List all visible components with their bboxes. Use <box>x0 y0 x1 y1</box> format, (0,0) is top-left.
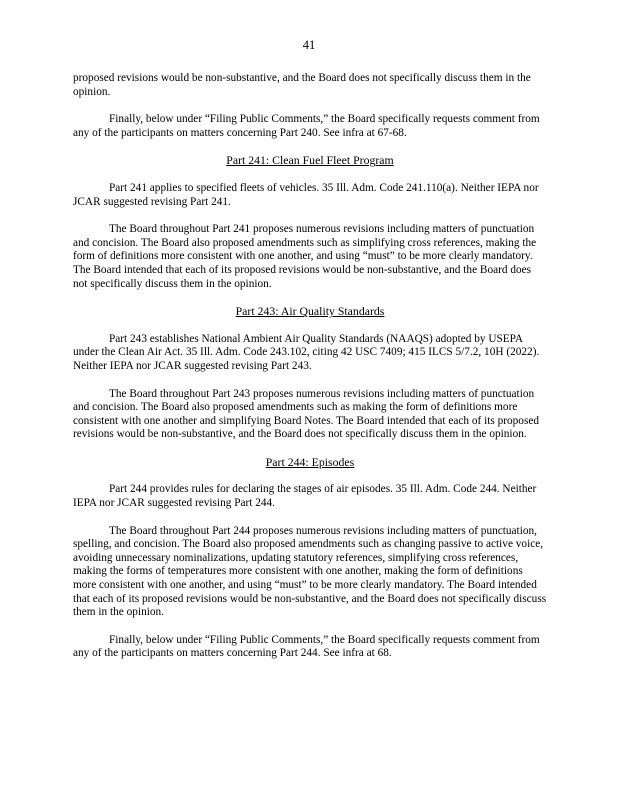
paragraph-part-241-revisions: The Board throughout Part 241 proposes numerous revisions including matters of punctuation and concision. The Board also proposed amendments such as simplifying cross references, making the form of definitions more consistent with one another, and using “must” to be more clearly mandatory. The Board intended that each of its proposed revisions would be non-substantive, and the Board does not specifically discuss them in the opinion. <box>73 223 537 290</box>
paragraph-part-244-comments: Finally, below under “Filing Public Comments,” the Board specifically requests comment from any of the participants on matters concerning Part 244. See infra at 68. <box>73 633 540 660</box>
paragraph-continuation: proposed revisions would be non-substantive, and the Board does not specifically discuss them in the opinion. <box>73 72 531 98</box>
section-heading-part-243 <box>73 305 547 319</box>
section-heading-part-243-text: Part 243: Air Quality Standards <box>235 304 385 319</box>
page-body <box>73 72 547 675</box>
section-heading-part-244 <box>73 456 547 470</box>
page-number: 41 <box>302 38 316 52</box>
paragraph-part-244-scope: Part 244 provides rules for declaring the stages of air episodes. 35 Ill. Adm. Code 244. Neither IEPA nor JCAR suggested revising Part 244. <box>73 483 537 510</box>
paragraph-part-240-comments: Finally, below under “Filing Public Comments,” the Board specifically requests comment from any of the participants on matters concerning Part 240. See infra at 67-68. <box>73 113 540 139</box>
section-heading-part-241-text: Part 241: Clean Fuel Fleet Program <box>226 153 394 168</box>
paragraph-part-243-revisions: The Board throughout Part 243 proposes numerous revisions including matters of punctuation and concision. The Board also proposed amendments such as making the form of definitions more consistent with one another and simplifying Board Notes. The Board intended that each of its proposed revisions would be non-substantive, and the Board does not specifically discuss them in the opinion. <box>73 387 540 441</box>
paragraph-part-243-scope: Part 243 establishes National Ambient Air Quality Standards (NAAQS) adopted by USEPA under the Clean Air Act. 35 Ill. Adm. Code 243.102, citing 42 USC 7409; 415 ILCS 5/7.2, 10H (2022). Neither IEPA nor JCAR suggested revising Part 243. <box>73 332 540 372</box>
paragraph-part-241-scope: Part 241 applies to specified fleets of vehicles. 35 Ill. Adm. Code 241.110(a). Neither IEPA nor JCAR suggested revising Part 241. <box>73 181 539 208</box>
section-heading-part-244-text: Part 244: Episodes <box>265 454 355 469</box>
paragraph-part-244-revisions: The Board throughout Part 244 proposes numerous revisions including matters of punctuation, spelling, and concision. The Board also proposed amendments such as changing passive to active voice, avoiding unnecessary nominalizations, updating statutory references, simplifying cross references, making the forms of temperatures more consistent with one another, making the form of definitions more consistent with one another, and using “must” to be more clearly mandatory. The Board intended that each of its proposed revisions would be non-substantive, and the Board does not specifically discuss them in the opinion. <box>73 524 547 619</box>
section-heading-part-241 <box>73 154 547 168</box>
